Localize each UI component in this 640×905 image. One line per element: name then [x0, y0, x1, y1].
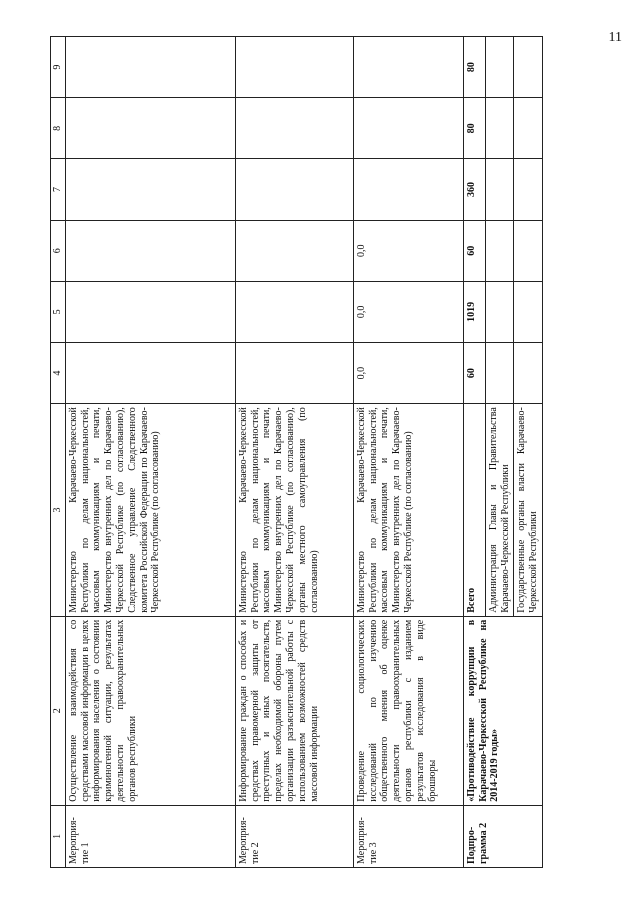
- header-cell: 7: [51, 159, 66, 220]
- value-cell: [353, 37, 463, 98]
- header-cell: 9: [51, 37, 66, 98]
- value-cell: [485, 281, 514, 342]
- table-row: [65, 37, 235, 868]
- total-value: 1019: [463, 281, 485, 342]
- total-value: 60: [463, 343, 485, 404]
- header-cell: 1: [51, 805, 66, 867]
- value-cell: [235, 98, 353, 159]
- total-value: 80: [463, 98, 485, 159]
- executor-cell: Министерство Карачаево-Черкесской Республики по делам национальностей, массовым коммуникациям и печати, Министерство внутренних дел по Карачаево-Черкесской Республике (по согласованию): [353, 404, 463, 617]
- header-cell: 5: [51, 281, 66, 342]
- value-cell: [485, 37, 514, 98]
- value-cell: [514, 220, 543, 281]
- value-cell: [514, 37, 543, 98]
- value-cell: [65, 37, 235, 98]
- total-value: 60: [463, 220, 485, 281]
- measure-description: Информирование граждан о способах и средствах правомерной защиты от преступных и иных посягательств, пределах необходимой обороны путем организации разъяснительной работы с использованием возможностей средств массовой информации: [235, 616, 353, 805]
- value-cell: [65, 98, 235, 159]
- value-cell: [65, 159, 235, 220]
- subprogram-title: «Противодействие коррупции в Карачаево-Черкесской Республике на 2014-2019 годы»: [463, 616, 542, 805]
- table-row: [235, 37, 353, 868]
- measure-description: Осуществление взаимодействия со средствами массовой информации в целях информирования населения о состоянии криминогенной ситуации, результатах деятельности правоохранительных органов республики: [65, 616, 235, 805]
- total-value: 80: [463, 37, 485, 98]
- measure-description: Проведение социологических исследований по изучению общественного мнения об оценке деятельности правоохранительных органов республики с изданием результатов исследования в виде брошюры: [353, 616, 463, 805]
- value-cell: [235, 281, 353, 342]
- value-cell: [514, 343, 543, 404]
- value-cell: [235, 37, 353, 98]
- value-cell: [514, 98, 543, 159]
- value-cell: [485, 98, 514, 159]
- value-cell: [235, 220, 353, 281]
- value-cell: [235, 159, 353, 220]
- value-cell: 0,0: [353, 343, 463, 404]
- value-cell: [514, 159, 543, 220]
- value-cell: [65, 343, 235, 404]
- header-cell: 6: [51, 220, 66, 281]
- header-cell: 8: [51, 98, 66, 159]
- executor-cell: Министерство Карачаево-Черкесской Республики по делам национальностей, массовым коммуникациям и печати, Министерство внутренних дел по Карачаево-Черкесской Республике (по согласованию), органы местного самоуправления (по согласованию): [235, 404, 353, 617]
- row-label: Мероприя-тие 3: [353, 805, 463, 867]
- value-cell: [65, 281, 235, 342]
- value-cell: [65, 220, 235, 281]
- subprogram-total-row: [463, 37, 485, 868]
- value-cell: 0,0: [353, 220, 463, 281]
- program-table: [50, 36, 543, 868]
- value-cell: [485, 159, 514, 220]
- executor-cell: Министерство Карачаево-Черкесской Республики по делам национальностей, массовым коммуникациям и печати, Министерство внутренних дел по Карачаево-Черкесской Республике (по согласованию), Следственное управление Следственного комитета Российской Федерации по Карачаево-Черкесской Республике (по согласованию): [65, 404, 235, 617]
- header-row: [51, 37, 66, 868]
- total-value: 360: [463, 159, 485, 220]
- value-cell: 0,0: [353, 281, 463, 342]
- row-label: Мероприя-тие 2: [235, 805, 353, 867]
- value-cell: [353, 159, 463, 220]
- value-cell: [514, 281, 543, 342]
- page-number: 11: [608, 30, 622, 45]
- rotated-table-container: [50, 36, 638, 868]
- subprogram-label: Подпро-грамма 2: [463, 805, 542, 867]
- value-cell: [353, 98, 463, 159]
- value-cell: [485, 343, 514, 404]
- executor-cell: Администрация Главы и Правительства Карачаево-Черкесской Республики: [485, 404, 514, 617]
- value-cell: [235, 343, 353, 404]
- value-cell: [485, 220, 514, 281]
- total-label: Всего: [463, 404, 485, 617]
- header-cell: 4: [51, 343, 66, 404]
- row-label: Мероприя-тие 1: [65, 805, 235, 867]
- executor-cell: Государственные органы власти Карачаево-Черкесской Республики: [514, 404, 543, 617]
- header-cell: 2: [51, 616, 66, 805]
- table-row: [353, 37, 463, 868]
- header-cell: 3: [51, 404, 66, 617]
